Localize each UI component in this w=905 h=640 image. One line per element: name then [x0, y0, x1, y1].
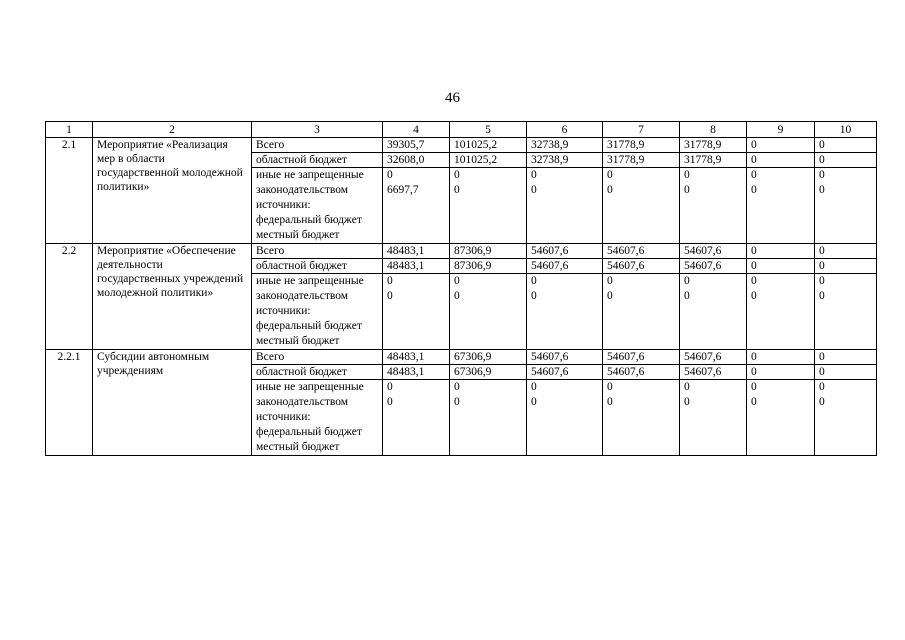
- value-cell: 0: [747, 138, 815, 153]
- value-cell: 67306,9: [450, 350, 527, 365]
- value-stack-cell: [450, 274, 527, 350]
- column-header: 9: [747, 122, 815, 138]
- federal-label: федеральный бюджет: [256, 214, 362, 226]
- federal-value: 0: [607, 275, 613, 287]
- value-cell: 0: [815, 138, 877, 153]
- local-value: 0: [684, 396, 690, 408]
- federal-value: 0: [684, 381, 690, 393]
- value-cell: 54607,6: [603, 244, 680, 259]
- local-value: 0: [531, 396, 537, 408]
- federal-label: федеральный бюджет: [256, 426, 362, 438]
- value-cell: 31778,9: [680, 153, 747, 168]
- local-value: 0: [387, 396, 393, 408]
- value-stack-cell: [383, 274, 450, 350]
- local-value: 0: [751, 396, 757, 408]
- value-cell: 101025,2: [450, 138, 527, 153]
- budget-table: [45, 121, 877, 456]
- other-sources-text: иные не запрещенные законодательством источники:: [256, 381, 364, 423]
- value-stack-cell: [603, 274, 680, 350]
- value-cell: 54607,6: [527, 365, 603, 380]
- source-label: Всего: [252, 350, 383, 365]
- federal-value: 0: [454, 381, 460, 393]
- local-label: местный бюджет: [256, 441, 340, 453]
- local-value: 0: [531, 290, 537, 302]
- value-cell: 0: [815, 259, 877, 274]
- value-cell: 54607,6: [680, 365, 747, 380]
- item-name: Субсидии автономным учреждениям: [93, 350, 252, 456]
- federal-value: 0: [531, 169, 537, 181]
- local-label: местный бюджет: [256, 229, 340, 241]
- value-stack-cell: [680, 274, 747, 350]
- federal-value: 0: [454, 275, 460, 287]
- value-stack-cell: [450, 380, 527, 456]
- item-number: 2.1: [46, 138, 93, 244]
- federal-value: 0: [531, 381, 537, 393]
- federal-value: 0: [607, 381, 613, 393]
- value-cell: 39305,7: [383, 138, 450, 153]
- federal-value: 0: [387, 381, 393, 393]
- value-cell: 0: [815, 365, 877, 380]
- item-name: Мероприятие «Обеспечение деятельности государственных учреждений молодежной политики»: [93, 244, 252, 350]
- column-header: 6: [527, 122, 603, 138]
- other-sources-label: [252, 274, 383, 350]
- federal-value: 0: [607, 169, 613, 181]
- value-stack-cell: [527, 380, 603, 456]
- item-number: 2.2.1: [46, 350, 93, 456]
- local-value: 0: [751, 184, 757, 196]
- value-cell: 32738,9: [527, 153, 603, 168]
- value-cell: 48483,1: [383, 259, 450, 274]
- local-value: 0: [607, 396, 613, 408]
- column-header: 1: [46, 122, 93, 138]
- local-value: 0: [531, 184, 537, 196]
- column-header: 10: [815, 122, 877, 138]
- budget-table-body: [46, 122, 877, 456]
- federal-value: 0: [531, 275, 537, 287]
- value-cell: 54607,6: [527, 244, 603, 259]
- value-stack-cell: [383, 380, 450, 456]
- federal-value: 0: [454, 169, 460, 181]
- table-row-total: [46, 244, 877, 259]
- column-header: 8: [680, 122, 747, 138]
- value-cell: 54607,6: [527, 350, 603, 365]
- value-cell: 0: [747, 153, 815, 168]
- table-row-total: [46, 350, 877, 365]
- column-header-row: [46, 122, 877, 138]
- value-stack-cell: [747, 274, 815, 350]
- column-header: 4: [383, 122, 450, 138]
- local-value: 6697,7: [387, 184, 419, 196]
- local-value: 0: [819, 184, 825, 196]
- value-stack-cell: [815, 274, 877, 350]
- value-stack-cell: [747, 380, 815, 456]
- item-number: 2.2: [46, 244, 93, 350]
- federal-value: 0: [819, 381, 825, 393]
- federal-value: 0: [387, 275, 393, 287]
- value-stack-cell: [680, 380, 747, 456]
- federal-value: 0: [684, 275, 690, 287]
- local-value: 0: [819, 396, 825, 408]
- federal-value: 0: [684, 169, 690, 181]
- source-label: областной бюджет: [252, 259, 383, 274]
- value-cell: 54607,6: [603, 365, 680, 380]
- local-value: 0: [454, 396, 460, 408]
- value-stack-cell: [527, 274, 603, 350]
- local-value: 0: [751, 290, 757, 302]
- value-cell: 54607,6: [680, 350, 747, 365]
- value-cell: 32608,0: [383, 153, 450, 168]
- page-number: 46: [445, 90, 460, 106]
- table-row-total: [46, 138, 877, 153]
- value-stack-cell: [603, 168, 680, 244]
- other-sources-label: [252, 380, 383, 456]
- value-stack-cell: [815, 380, 877, 456]
- source-label: Всего: [252, 138, 383, 153]
- value-cell: 0: [747, 365, 815, 380]
- column-header: 3: [252, 122, 383, 138]
- value-cell: 67306,9: [450, 365, 527, 380]
- value-cell: 31778,9: [680, 138, 747, 153]
- federal-value: 0: [751, 381, 757, 393]
- value-cell: 101025,2: [450, 153, 527, 168]
- column-header: 7: [603, 122, 680, 138]
- value-cell: 54607,6: [680, 259, 747, 274]
- value-cell: 0: [815, 350, 877, 365]
- column-header: 5: [450, 122, 527, 138]
- local-value: 0: [607, 184, 613, 196]
- federal-label: федеральный бюджет: [256, 320, 362, 332]
- value-stack-cell: [815, 168, 877, 244]
- value-cell: 31778,9: [603, 153, 680, 168]
- other-sources-text: иные не запрещенные законодательством источники:: [256, 275, 364, 317]
- value-cell: 54607,6: [527, 259, 603, 274]
- value-cell: 31778,9: [603, 138, 680, 153]
- value-stack-cell: [680, 168, 747, 244]
- item-name: Мероприятие «Реализация мер в области государственной молодежной политики»: [93, 138, 252, 244]
- value-cell: 48483,1: [383, 350, 450, 365]
- value-cell: 0: [747, 259, 815, 274]
- local-label: местный бюджет: [256, 335, 340, 347]
- value-cell: 0: [747, 244, 815, 259]
- value-cell: 48483,1: [383, 244, 450, 259]
- value-cell: 54607,6: [603, 350, 680, 365]
- value-stack-cell: [450, 168, 527, 244]
- local-value: 0: [454, 290, 460, 302]
- local-value: 0: [819, 290, 825, 302]
- value-cell: 0: [815, 153, 877, 168]
- federal-value: 0: [751, 275, 757, 287]
- source-label: областной бюджет: [252, 365, 383, 380]
- value-stack-cell: [747, 168, 815, 244]
- value-cell: 87306,9: [450, 244, 527, 259]
- value-cell: 54607,6: [603, 259, 680, 274]
- local-value: 0: [684, 184, 690, 196]
- value-cell: 0: [815, 244, 877, 259]
- source-label: Всего: [252, 244, 383, 259]
- other-sources-text: иные не запрещенные законодательством источники:: [256, 169, 364, 211]
- value-stack-cell: [603, 380, 680, 456]
- value-cell: 0: [747, 350, 815, 365]
- federal-value: 0: [819, 169, 825, 181]
- federal-value: 0: [751, 169, 757, 181]
- local-value: 0: [607, 290, 613, 302]
- local-value: 0: [387, 290, 393, 302]
- local-value: 0: [684, 290, 690, 302]
- column-header: 2: [93, 122, 252, 138]
- value-cell: 87306,9: [450, 259, 527, 274]
- value-cell: 32738,9: [527, 138, 603, 153]
- value-cell: 54607,6: [680, 244, 747, 259]
- local-value: 0: [454, 184, 460, 196]
- federal-value: 0: [387, 169, 393, 181]
- value-stack-cell: [383, 168, 450, 244]
- other-sources-label: [252, 168, 383, 244]
- value-cell: 48483,1: [383, 365, 450, 380]
- value-stack-cell: [527, 168, 603, 244]
- source-label: областной бюджет: [252, 153, 383, 168]
- federal-value: 0: [819, 275, 825, 287]
